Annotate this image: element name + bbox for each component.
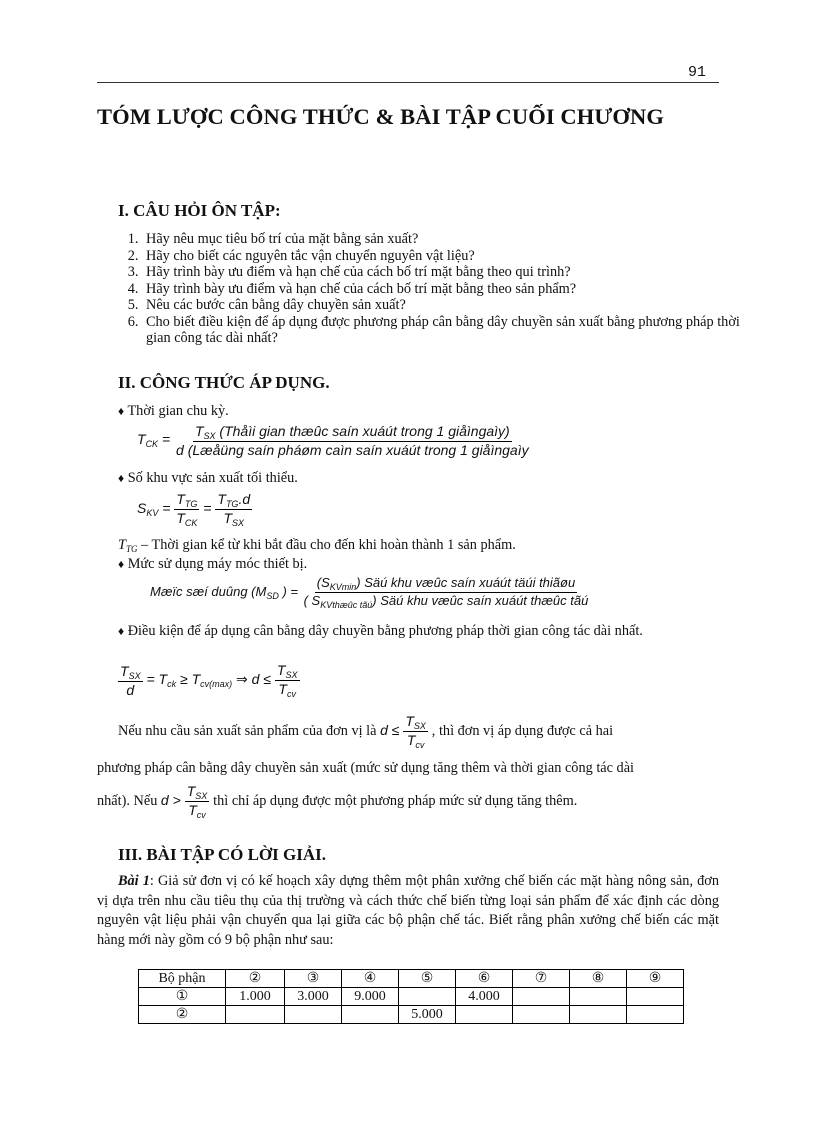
diamond-bullet-icon: ♦ [118,624,125,638]
min-area-formula: $S_{KV}$ = $\frac{T_{TG}}{T_{CK}}$ = $\frac{T_{TG}.d}{T_{SX}}$ [137,491,251,528]
cycle-time-formula: $T_{CK}$ = $\frac{T_{SX} (Thåìi gian thæûc saín xuáút trong 1 giåìngaìy)}{\text{d (Læåüng saín pháøm caìn saín xuáút trong 1 giåìngaìy}}$ [137,423,529,458]
usage-label: ♦ Mức sử dụng máy móc thiết bị. [118,556,308,572]
section-2-heading: II. CÔNG THỨC ÁP DỤNG. [118,373,330,392]
diamond-bullet-icon: ♦ [118,404,125,418]
page-number: 91 [688,64,707,81]
table-header-row: Bộ phận ② ③ ④ ⑤ ⑥ ⑦ ⑧ ⑨ [139,970,684,988]
diamond-bullet-icon: ♦ [118,471,125,485]
question-item: 5. Nêu các bước cân bằng dây chuyền sản xuất? [142,297,742,314]
table-row: ② 5.000 [139,1006,684,1024]
table-row: ① 1.000 3.000 9.000 4.000 [139,988,684,1006]
header-rule [97,82,719,83]
min-area-label: ♦ Số khu vực sản xuất tối thiểu. [118,470,298,486]
diamond-bullet-icon: ♦ [118,557,125,571]
section-3-heading: III. BÀI TẬP CÓ LỜI GIẢI. [118,845,326,864]
question-item: 4. Hãy trình bày ưu điểm và hạn chế của cách bố trí mặt bằng theo sản phẩm? [142,281,742,298]
usage-formula: Mæïc sæí duûng ($M_{SD}$ ) = $\frac{(S_{KVmin}) Säú khu væûc saín xuáút täúi thiãøu}{( S_{KVthæûc tãú}) Säú khu væûc saín xuáút thæûc tãú}$ [150,575,589,610]
question-item: 1. Hãy nêu mục tiêu bố trí của mặt bằng sản xuất? [142,231,742,248]
ttg-definition: $T_{TG}$ – Thời gian kể từ khi bắt đầu cho đến khi hoàn thành 1 sản phẩm. [118,537,516,554]
paragraph-line-1: Nếu nhu cầu sản xuất sản phẩm của đơn vị là d ≤ $\frac{T_{SX}}{T_{cv}}$ , thì đơn vị áp dụng được cả hai [118,713,614,750]
question-item: 6. Cho biết điều kiện để áp dụng được phương pháp cân bằng dây chuyền sản xuất bằng phương pháp thời gian công tác dài nhất? [142,314,742,347]
department-flow-table [138,969,684,1024]
question-item: 2. Hãy cho biết các nguyên tắc vận chuyển nguyên vật liệu? [142,248,742,265]
question-item: 3. Hãy trình bày ưu điểm và hạn chế của cách bố trí mặt bằng theo qui trình? [142,264,742,281]
cycle-time-label: ♦ Thời gian chu kỳ. [118,403,229,419]
paragraph-line-3: nhất). Nếu d > $\frac{T_{SX}}{T_{cv}}$ thì chỉ áp dụng được một phương pháp mức sử dụng tăng thêm. [97,783,578,820]
review-question-list [118,231,742,347]
paragraph-line-2: phương pháp cân bằng dây chuyền sản xuất (mức sử dụng tăng thêm và thời gian công tác dài [97,760,635,776]
exercise-paragraph: Bài 1: Giả sử đơn vị có kế hoạch xây dựng thêm một phân xưởng chế biến các mặt hàng nông sản, đơn vị dựa trên nhu cầu tiêu thụ của thị trường và cách thức chế biến từng loại sản phẩm để xác định các dòng nguyên vật liệu phải vận chuyển qua lại giữa các bộ phận chế tác. Biết rằng phân xưởng chế biến các mặt hàng mới này gồm có 9 bộ phận như sau: [97,873,719,948]
condition-formula: $\frac{T_{SX}}{d}$ = $T_{ck} \ge T_{cv(max)}$ ⇒ d ≤ $\frac{T_{SX}}{T_{cv}}$ [120,662,298,699]
condition-text: ♦ Điều kiện để áp dụng cân bằng dây chuyền bằng phương pháp thời gian công tác dài nhất. [118,623,643,639]
section-1-heading: I. CÂU HỎI ÔN TẬP: [118,201,281,220]
page-title: TÓM LƯỢC CÔNG THỨC & BÀI TẬP CUỐI CHƯƠNG [97,104,664,129]
